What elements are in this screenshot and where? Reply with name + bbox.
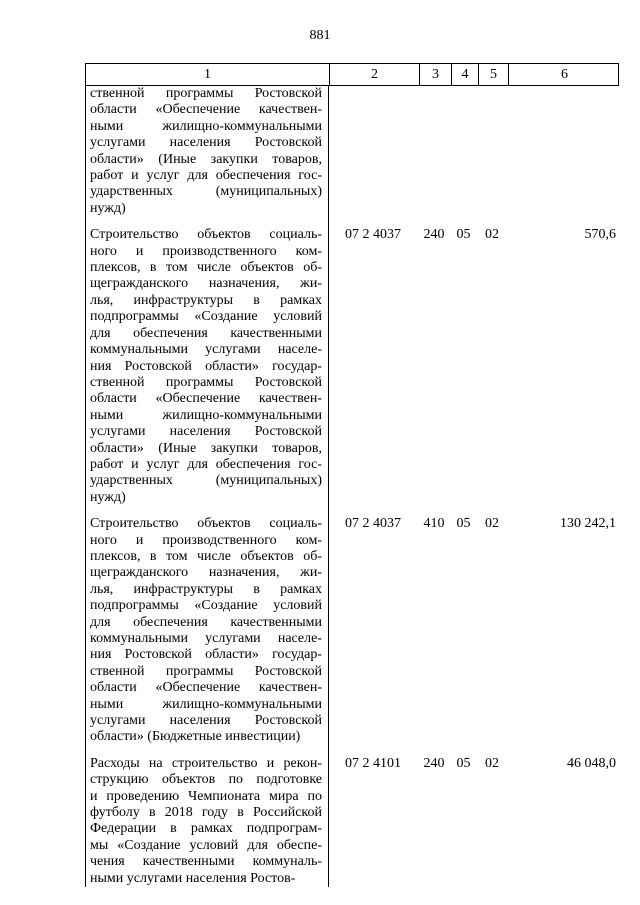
description-line: Расходы на строительство и рекон- [90, 755, 322, 771]
section-code: 05 [456, 755, 471, 771]
description-line: Строительство объектов социаль- [90, 516, 322, 532]
description-line: ными жилищно-коммунальными [90, 118, 322, 134]
table-header [85, 63, 619, 86]
subsection-code: 02 [485, 227, 499, 243]
description-line: ственной программы Ростовской [90, 663, 322, 679]
section-code [450, 86, 477, 217]
target-code: 07 2 4101 [345, 755, 401, 771]
description-line: лья, инфраструктуры в рамках [90, 292, 322, 308]
description-line: струкцию объектов по подготовке [90, 772, 322, 788]
description-line: ного и производственного ком- [90, 532, 322, 548]
table-row [85, 516, 619, 746]
description-line: для обеспечения качественными [90, 325, 322, 341]
amount: 130 242,1 [560, 516, 616, 532]
table-body [85, 86, 619, 887]
description-line: ного и производственного ком- [90, 243, 322, 259]
description-line: коммунальными услугами населе- [90, 342, 322, 358]
description-line: ния Ростовской области» государ- [90, 647, 322, 663]
description-line: для обеспечения качественными [90, 614, 322, 630]
row-description [85, 516, 328, 746]
description-line: области» (Бюджетные инвестиции) [90, 729, 301, 745]
description-line: работ и услуг для обеспечения гос- [90, 456, 322, 472]
left-border [85, 86, 86, 887]
row-description [85, 227, 328, 506]
section-code: 05 [456, 227, 471, 243]
description-line: нужд) [90, 200, 126, 216]
amount: 570,6 [584, 227, 616, 243]
description-line: нужд) [90, 489, 126, 505]
description-line: Строительство объектов социаль- [90, 227, 322, 243]
description-line: лья, инфраструктуры в рамках [90, 581, 322, 597]
header-col-1: 1 [204, 67, 211, 82]
description-line: плексов, в том числе объектов об- [90, 548, 322, 564]
description-line: Федерации в рамках подпрограм- [90, 821, 322, 837]
description-line: ными жилищно-коммунальными [90, 696, 322, 712]
expense-type [418, 86, 450, 217]
row-description [85, 756, 328, 887]
target-code: 07 2 4037 [345, 516, 401, 532]
table-row [85, 86, 619, 217]
description-line: мы «Создание условий для обеспе- [90, 837, 322, 853]
description-line: коммунальными услугами населе- [90, 631, 322, 646]
description-line: области «Обеспечение качествен- [90, 102, 322, 118]
expense-type: 240 [423, 227, 445, 243]
description-line: услугами населения Ростовской [90, 713, 322, 729]
description-line: области» (Иные закупки товаров, [90, 151, 322, 167]
description-line: области» (Иные закупки товаров, [90, 440, 322, 456]
subsection-code [477, 86, 507, 217]
header-col-6: 6 [508, 64, 620, 85]
subsection-code: 02 [485, 755, 499, 771]
description-line: ственной программы Ростовской [90, 86, 322, 101]
description-line: подпрограммы «Создание условий [90, 309, 322, 325]
description-line: ными услугами населения Ростов- [90, 870, 296, 886]
section-code: 05 [456, 516, 471, 532]
row-description [85, 86, 328, 217]
description-line: области «Обеспечение качествен- [90, 391, 322, 407]
description-line: ными жилищно-коммунальными [90, 407, 322, 423]
budget-table [85, 63, 619, 897]
expense-type: 240 [423, 755, 445, 771]
description-line: ственной программы Ростовской [90, 374, 322, 390]
column-divider [328, 86, 329, 887]
description-line: услугами населения Ростовской [90, 424, 322, 440]
description-line: плексов, в том числе объектов об- [90, 260, 322, 276]
page-number: 881 [309, 28, 331, 43]
header-col-5: 5 [478, 64, 508, 85]
description-line: услугами населения Ростовской [90, 135, 322, 151]
table-row [85, 227, 619, 506]
target-code [328, 86, 418, 217]
description-line: подпрограммы «Создание условий [90, 598, 322, 614]
description-line: ударственных (муниципальных) [90, 184, 322, 200]
description-line: работ и услуг для обеспечения гос- [90, 168, 322, 184]
description-line: футболу в 2018 году в Российской [90, 805, 322, 821]
description-line: области «Обеспечение качествен- [90, 680, 322, 696]
description-line: ударственных (муниципальных) [90, 473, 322, 489]
description-line: щегражданского назначения, жи- [90, 276, 322, 292]
amount: 46 048,0 [567, 755, 616, 771]
subsection-code: 02 [485, 516, 499, 532]
description-line: щегражданского назначения, жи- [90, 565, 322, 581]
description-line: чения качественными коммуналь- [90, 854, 322, 870]
header-col-4: 4 [451, 64, 478, 85]
amount [507, 86, 619, 217]
target-code: 07 2 4037 [345, 227, 401, 243]
description-line: и проведению Чемпионата мира по [90, 788, 322, 804]
expense-type: 410 [423, 516, 445, 532]
description-line: ния Ростовской области» государ- [90, 358, 322, 374]
header-col-3: 3 [419, 64, 451, 85]
header-col-2: 2 [329, 64, 419, 85]
table-row [85, 756, 619, 887]
